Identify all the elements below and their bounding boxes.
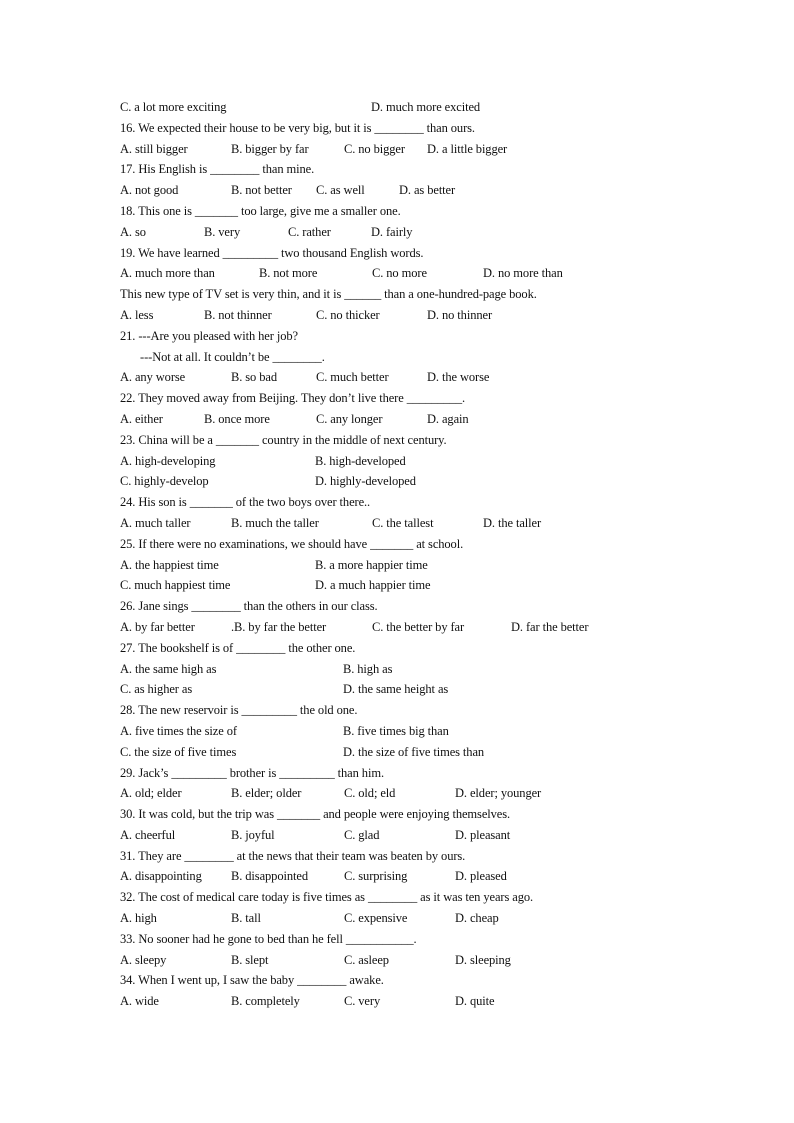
question-text: This new type of TV set is very thin, and it is ______ than a one-hundred-page book. xyxy=(120,287,537,302)
question-text: 25. If there were no examinations, we should have _______ at school. xyxy=(120,536,464,551)
options-row xyxy=(120,409,740,430)
options-row xyxy=(120,659,740,680)
answer-option: A. not good xyxy=(120,183,179,198)
answer-option: C. highly-develop xyxy=(120,474,209,489)
options-row xyxy=(120,575,740,596)
answer-option: C. no more xyxy=(372,266,427,281)
answer-option: A. still bigger xyxy=(120,141,188,156)
answer-option: B. much the taller xyxy=(231,515,319,530)
answer-option: D. the taller xyxy=(483,515,542,530)
answer-option: A. much more than xyxy=(120,266,215,281)
answer-option: C. much happiest time xyxy=(120,578,231,593)
answer-option: D. no thinner xyxy=(427,307,493,322)
options-row xyxy=(120,451,740,472)
question-text: 32. The cost of medical care today is five times as ________ as it was ten years ago. xyxy=(120,890,534,905)
answer-option: D. highly-developed xyxy=(315,474,416,489)
answer-option: D. pleased xyxy=(455,869,507,884)
answer-option: D. much more excited xyxy=(371,100,481,114)
question-text: 31. They are ________ at the news that their team was beaten by ours. xyxy=(120,848,466,863)
answer-option: C. as higher as xyxy=(120,682,193,697)
options-row xyxy=(120,367,740,388)
answer-option: C. asleep xyxy=(344,952,389,967)
answer-option: C. no thicker xyxy=(316,307,380,322)
answer-option: C. as well xyxy=(316,183,365,198)
answer-option: B. so bad xyxy=(231,370,277,385)
question-text: 30. It was cold, but the trip was _______ and people were enjoying themselves. xyxy=(120,807,511,822)
answer-option: C. rather xyxy=(288,224,331,239)
answer-option: C. old; eld xyxy=(344,786,396,801)
answer-option: C. expensive xyxy=(344,911,408,926)
options-row xyxy=(120,950,740,971)
question-text: 21. ---Are you pleased with her job? xyxy=(120,328,298,343)
question-text: 29. Jack’s _________ brother is _________ than him. xyxy=(120,765,384,780)
answer-option: B. not more xyxy=(259,266,318,281)
answer-option: B. high-developed xyxy=(315,453,406,468)
answer-option: D. a little bigger xyxy=(427,141,508,156)
answer-option: C. much better xyxy=(316,370,389,385)
options-row xyxy=(120,97,740,118)
answer-option: D. the worse xyxy=(427,370,490,385)
options-row xyxy=(120,991,740,1012)
answer-option: D. fairly xyxy=(371,224,413,239)
options-row xyxy=(120,866,740,887)
answer-option: D. sleeping xyxy=(455,952,511,967)
answer-option: .B. by far the better xyxy=(231,619,327,634)
question-text: 19. We have learned _________ two thousand English words. xyxy=(120,245,424,260)
answer-option: D. far the better xyxy=(511,619,589,634)
answer-option: D. cheap xyxy=(455,911,499,926)
options-row xyxy=(120,513,740,534)
answer-option: B. tall xyxy=(231,911,261,926)
answer-option: A. sleepy xyxy=(120,952,167,967)
options-row xyxy=(120,825,740,846)
answer-option: B. disappointed xyxy=(231,869,308,884)
options-row xyxy=(120,742,740,763)
options-row xyxy=(120,679,740,700)
answer-option: A. by far better xyxy=(120,619,195,634)
answer-option: A. high xyxy=(120,911,157,926)
answer-option: A. less xyxy=(120,307,154,322)
options-row xyxy=(120,617,740,638)
options-row xyxy=(120,908,740,929)
answer-option: D. as better xyxy=(399,183,456,198)
question-text: 24. His son is _______ of the two boys over there.. xyxy=(120,495,371,510)
options-row xyxy=(120,721,740,742)
answer-option: C. the tallest xyxy=(372,515,434,530)
question-text: 17. His English is ________ than mine. xyxy=(120,162,315,177)
answer-option: B. a more happier time xyxy=(315,557,428,572)
answer-option: A. the same high as xyxy=(120,661,217,676)
answer-option: A. old; elder xyxy=(120,786,182,801)
answer-option: C. any longer xyxy=(316,411,383,426)
answer-option: A. cheerful xyxy=(120,827,176,842)
answer-option: B. slept xyxy=(231,952,269,967)
options-row xyxy=(120,305,740,326)
question-text: 34. When I went up, I saw the baby ________ awake. xyxy=(120,973,384,988)
answer-option: D. pleasant xyxy=(455,827,511,842)
answer-option: D. quite xyxy=(455,994,495,1009)
answer-option: C. no bigger xyxy=(344,141,405,156)
answer-option: D. a much happier time xyxy=(315,578,431,593)
answer-option: C. a lot more exciting xyxy=(120,100,227,114)
answer-option: C. very xyxy=(344,994,381,1009)
answer-option: A. high-developing xyxy=(120,453,216,468)
question-text: 27. The bookshelf is of ________ the other one. xyxy=(120,640,356,655)
answer-option: A. the happiest time xyxy=(120,557,219,572)
options-row xyxy=(120,139,740,160)
answer-option: C. glad xyxy=(344,827,380,842)
answer-option: A. any worse xyxy=(120,370,186,385)
answer-option: B. five times big than xyxy=(343,723,449,738)
question-text: 33. No sooner had he gone to bed than he fell ___________. xyxy=(120,931,417,946)
answer-option: A. five times the size of xyxy=(120,723,237,738)
answer-option: B. once more xyxy=(204,411,270,426)
options-row xyxy=(120,555,740,576)
answer-option: D. the size of five times than xyxy=(343,744,485,759)
answer-option: D. elder; younger xyxy=(455,786,542,801)
answer-option: D. the same height as xyxy=(343,682,449,697)
answer-option: B. elder; older xyxy=(231,786,302,801)
answer-option: A. disappointing xyxy=(120,869,202,884)
answer-option: D. no more than xyxy=(483,266,563,281)
answer-option: A. much taller xyxy=(120,515,191,530)
question-text: 18. This one is _______ too large, give me a smaller one. xyxy=(120,203,401,218)
answer-option: B. not better xyxy=(231,183,292,198)
answer-option: B. bigger by far xyxy=(231,141,309,156)
options-row xyxy=(120,180,740,201)
options-row xyxy=(120,471,740,492)
answer-option: C. the size of five times xyxy=(120,744,237,759)
question-text: ---Not at all. It couldn’t be ________. xyxy=(140,349,325,364)
question-text: 28. The new reservoir is _________ the old one. xyxy=(120,703,358,718)
question-text: 22. They moved away from Beijing. They don’t live there _________. xyxy=(120,391,466,406)
answer-option: C. surprising xyxy=(344,869,408,884)
answer-option: A. wide xyxy=(120,994,159,1009)
answer-option: B. completely xyxy=(231,994,300,1009)
worksheet-page xyxy=(120,97,740,1012)
answer-option: A. either xyxy=(120,411,163,426)
answer-option: B. very xyxy=(204,224,241,239)
options-row xyxy=(120,783,740,804)
answer-option: B. joyful xyxy=(231,827,275,842)
options-row xyxy=(120,263,740,284)
question-text: 16. We expected their house to be very big, but it is ________ than ours. xyxy=(120,120,475,135)
answer-option: D. again xyxy=(427,411,469,426)
options-row xyxy=(120,222,740,243)
answer-option: B. high as xyxy=(343,661,393,676)
answer-option: B. not thinner xyxy=(204,307,272,322)
answer-option: A. so xyxy=(120,224,146,239)
answer-option: C. the better by far xyxy=(372,619,465,634)
question-text: 26. Jane sings ________ than the others in our class. xyxy=(120,599,378,614)
question-text: 23. China will be a _______ country in the middle of next century. xyxy=(120,432,447,447)
